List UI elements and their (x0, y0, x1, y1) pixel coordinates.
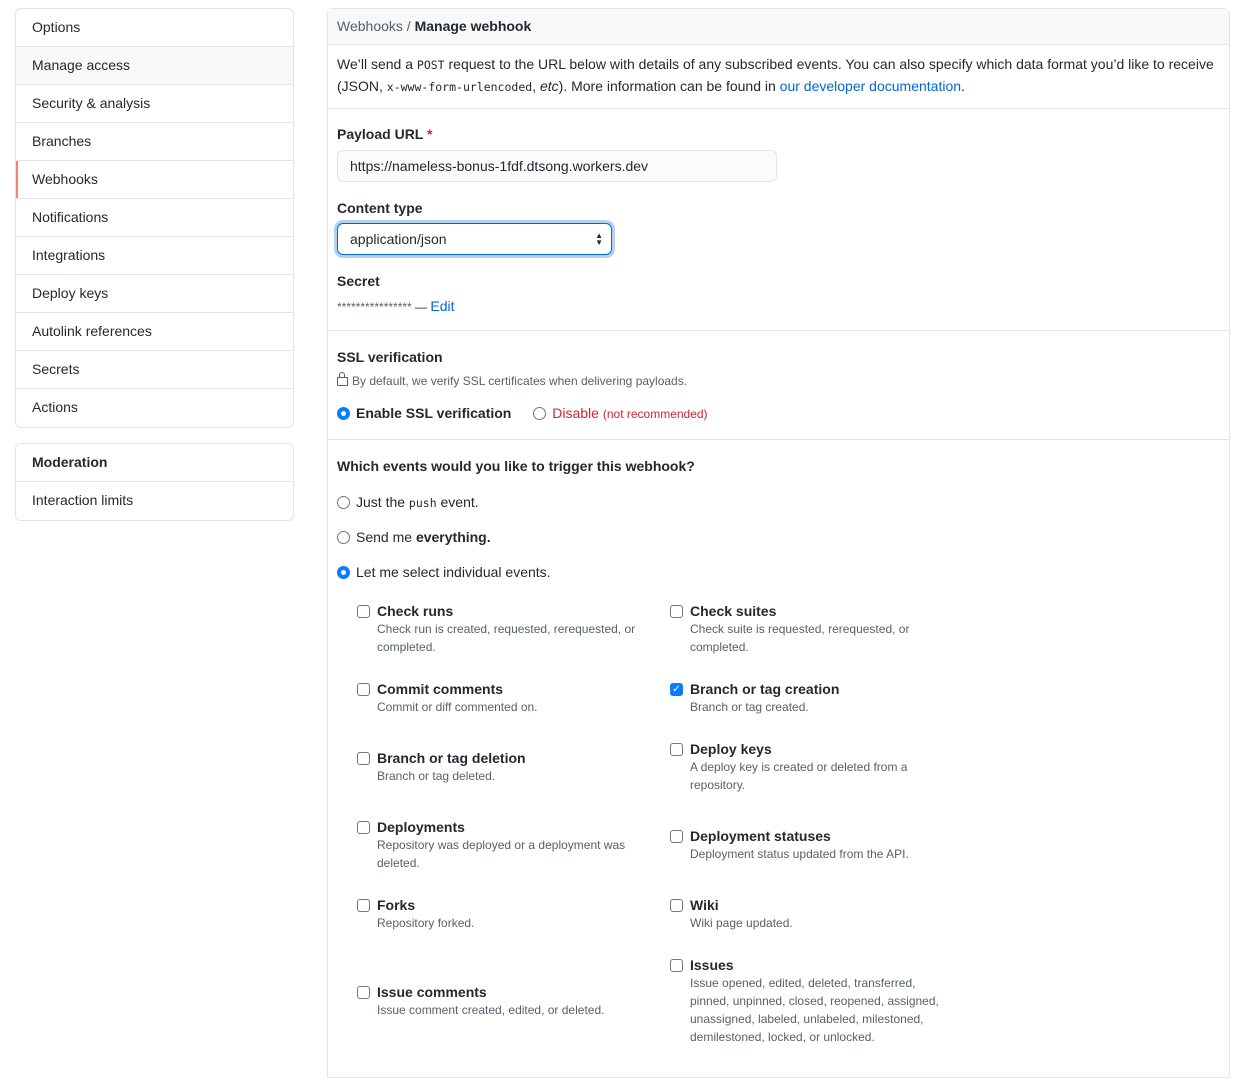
event-option-push[interactable]: Just the push event. (337, 494, 1220, 510)
sidebar-item-manage-access[interactable]: Manage access (16, 47, 293, 85)
moderation-sidebar (15, 443, 294, 521)
payload-url-input[interactable]: https://nameless-bonus-1fdf.dtsong.workers.dev (337, 150, 777, 182)
event-description: Check suite is requested, rerequested, or completed. (690, 622, 910, 654)
checkbox[interactable]: ✓ (670, 683, 683, 696)
sidebar-item-integrations[interactable]: Integrations (16, 237, 293, 275)
event-checkbox-item[interactable] (670, 740, 940, 794)
moderation-heading: Moderation (16, 444, 293, 482)
checkbox[interactable] (357, 899, 370, 912)
lock-icon (337, 377, 348, 386)
breadcrumb-webhooks[interactable]: Webhooks (337, 18, 403, 34)
checkbox[interactable] (670, 605, 683, 618)
event-description: Repository forked. (377, 916, 475, 930)
event-checkbox-item[interactable] (670, 896, 940, 932)
sidebar-item-autolink[interactable]: Autolink references (16, 313, 293, 351)
event-title: Deployment statuses (690, 828, 831, 844)
event-title: Deployments (377, 819, 465, 835)
event-title: Branch or tag deletion (377, 750, 526, 766)
event-description: Commit or diff commented on. (377, 700, 538, 714)
sidebar-item-secrets[interactable]: Secrets (16, 351, 293, 389)
event-title: Check suites (690, 603, 777, 619)
event-title: Branch or tag creation (690, 681, 840, 697)
event-title: Commit comments (377, 681, 504, 697)
content-type-select[interactable]: application/json ▲ ▼ (337, 223, 612, 255)
ssl-note: By default, we verify SSL certificates when delivering payloads. (352, 374, 688, 388)
event-checkbox-item[interactable] (357, 749, 657, 785)
sidebar-item-options[interactable]: Options (16, 9, 293, 47)
event-description: Repository was deployed or a deployment was deleted. (377, 838, 626, 870)
event-option-individual[interactable]: Let me select individual events. (337, 564, 1220, 580)
checkbox[interactable] (670, 959, 683, 972)
intro-text: We’ll send a POST request to the URL below with details of any subscribed events. You can also specify which data format you’d like to receive (JSON, x-www-form-urlencoded, etc). More information can be found in our developer documentation. (328, 45, 1229, 109)
payload-url-label: Payload URL * (337, 126, 433, 142)
sidebar-item-interaction-limits[interactable]: Interaction limits (32, 492, 134, 508)
event-title: Deploy keys (690, 741, 772, 757)
event-title: Check runs (377, 603, 454, 619)
event-checkbox-item[interactable] (357, 983, 657, 1019)
event-description: Issue opened, edited, deleted, transferred, pinned, unpinned, closed, reopened, assigned, unassigned, labeled, unlabeled, milestoned, demilestoned, locked, or unlocked. (690, 976, 939, 1044)
event-title: Issue comments (377, 984, 487, 1000)
ssl-label: SSL verification (337, 349, 443, 365)
settings-sidebar (15, 8, 294, 428)
event-checkbox-item[interactable] (670, 827, 940, 863)
event-title: Wiki (690, 897, 719, 913)
event-checkbox-item[interactable] (670, 680, 940, 716)
select-arrows-icon: ▲ ▼ (595, 231, 603, 247)
checkbox[interactable] (670, 830, 683, 843)
event-description: Branch or tag deleted. (377, 769, 496, 783)
event-checkbox-item[interactable] (357, 680, 657, 716)
event-description: Deployment status updated from the API. (690, 847, 909, 861)
event-title: Issues (690, 957, 734, 973)
sidebar-item-security[interactable]: Security & analysis (16, 85, 293, 123)
events-question: Which events would you like to trigger this webhook? (337, 458, 695, 474)
event-description: Branch or tag created. (690, 700, 809, 714)
sidebar-item-actions[interactable]: Actions (32, 399, 78, 415)
checkbox[interactable] (357, 605, 370, 618)
event-description: Wiki page updated. (690, 916, 793, 930)
checkbox[interactable] (357, 986, 370, 999)
event-checkbox-item[interactable] (357, 602, 657, 656)
event-checkbox-item[interactable] (670, 956, 940, 1046)
breadcrumb-separator: / (402, 18, 415, 34)
page-title: Manage webhook (414, 18, 532, 34)
developer-docs-link[interactable]: our developer documentation (779, 78, 962, 94)
event-option-everything[interactable]: Send me everything. (337, 529, 1220, 545)
event-title: Forks (377, 897, 416, 913)
ssl-disable-radio[interactable]: Disable (not recommended) (533, 405, 707, 421)
checkbox[interactable] (357, 752, 370, 765)
sidebar-item-deploy-keys[interactable]: Deploy keys (16, 275, 293, 313)
sidebar-item-webhooks[interactable]: Webhooks (16, 161, 293, 199)
event-description: A deploy key is created or deleted from a repository. (690, 760, 908, 792)
secret-label: Secret (337, 273, 380, 289)
checkbox[interactable] (670, 743, 683, 756)
sidebar-item-notifications[interactable]: Notifications (16, 199, 293, 237)
webhook-panel: Webhooks / Manage webhook We’ll send a POST request to the URL below with details of any subscribed events. You can also specify which data format you’d like to receive (JSON, x-www-form-urlencoded, etc). More information can be found in our developer documentation. Payload URL * https://nameless-bonus-1fdf.dtsong.workers.dev Content type application/json ▲ ▼ Secret **************** — Edit SSL verification By default, we verify SSL certificates when delivering payloads. Enable SSL verification Disable (not recommended) Which events would you like to trigger this webhook? Just the push event. Send me everything. Let me select individual events. Check runs Check run is created, requested, rerequested, or completed. Check suites Check suite is requested, rerequested, or completed. Commit comments Commit or diff commented on. ✓ Branch or tag creation Branch or tag created. Branch or tag deletion Branch or tag deleted. Deploy keys A deploy key is created or deleted from a repository. Deployments Repository was deployed or a deployment was deleted. Deployment statuses Deployment status updated from the API. Forks Repository forked. Wiki Wiki page updated. Issue comments Issue comment created, edited, or deleted. Issues Issue opened, edited, deleted, transferred, pinned, unpinned, closed, reopened, assigned, unassigned, labeled, unlabeled, milestoned, demilestoned, locked, or unlocked. (327, 8, 1230, 1078)
event-checkbox-item[interactable] (357, 896, 657, 932)
event-description: Issue comment created, edited, or deleted. (377, 1003, 605, 1017)
event-checkbox-grid (357, 602, 1220, 1046)
sidebar-item-branches[interactable]: Branches (16, 123, 293, 161)
checkbox[interactable] (670, 899, 683, 912)
ssl-enable-radio[interactable]: Enable SSL verification (337, 405, 511, 421)
checkbox[interactable] (357, 821, 370, 834)
checkbox[interactable] (357, 683, 370, 696)
event-description: Check run is created, requested, rerequested, or completed. (377, 622, 636, 654)
secret-edit-link[interactable]: Edit (430, 298, 455, 314)
event-checkbox-item[interactable] (670, 602, 940, 656)
event-checkbox-item[interactable] (357, 818, 657, 872)
breadcrumb (328, 9, 1229, 45)
content-type-label: Content type (337, 200, 423, 216)
secret-masked: **************** (337, 300, 412, 314)
